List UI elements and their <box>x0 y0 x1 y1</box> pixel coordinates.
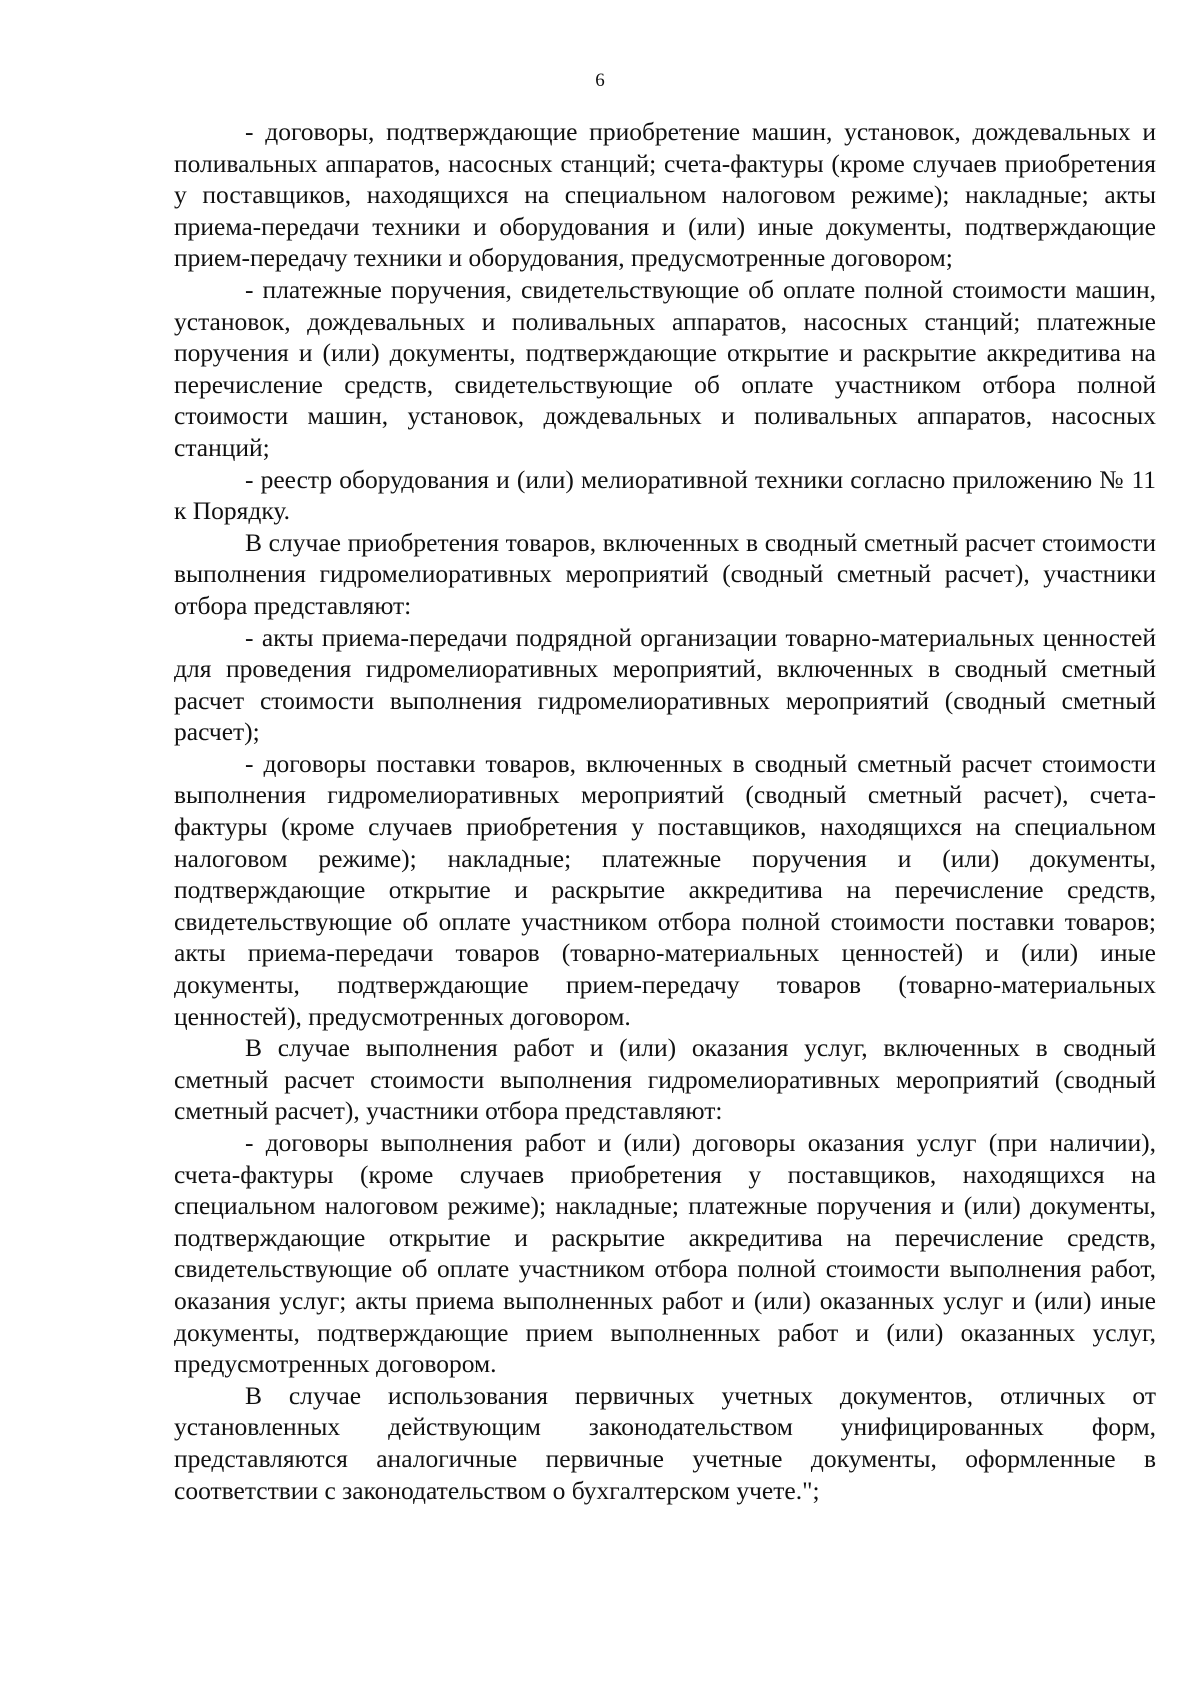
paragraph-transfer-acts: - акты приема-передачи подрядной организации товарно-материальных ценностей для проведения гидромелиоративных мероприятий, включенных в сводный сметный расчет стоимости выполнения гидромелиоративных мероприятий (сводный сметный расчет); <box>174 622 1156 747</box>
paragraph-works-services-intro: В случае выполнения работ и (или) оказания услуг, включенных в сводный сметный расчет стоимости выполнения гидромелиоративных мероприятий (сводный сметный расчет), участники отбора представляют: <box>174 1033 1156 1126</box>
paragraph-contracts-machines: - договоры, подтверждающие приобретение машин, установок, дождевальных и поливальных аппаратов, насосных станций; счета-фактуры (кроме случаев приобретения у поставщиков, находящихся на специальном налоговом режиме); накладные; акты приема-передачи техники и оборудования и (или) иные документы, подтверждающие прием-передачу техники и оборудования, предусмотренные договором; <box>174 117 1156 273</box>
paragraph-equipment-register: - реестр оборудования и (или) мелиоративной техники согласно приложению № 11 к Порядку. <box>174 464 1156 526</box>
document-body <box>174 116 1156 1506</box>
paragraph-supply-contracts: - договоры поставки товаров, включенных в сводный сметный расчет стоимости выполнения гидромелиоративных мероприятий (сводный сметный расчет), счета-фактуры (кроме случаев приобретения у поставщиков, находящихся на специальном налоговом режиме); накладные; платежные поручения и (или) документы, подтверждающие открытие и раскрытие аккредитива на перечисление средств, свидетельствующие об оплате участником отбора полной стоимости поставки товаров; акты приема-передачи товаров (товарно-материальных ценностей) и (или) иные документы, подтверждающие прием-передачу товаров (товарно-материальных ценностей), предусмотренных договором. <box>174 748 1156 1031</box>
paragraph-primary-documents: В случае использования первичных учетных документов, отличных от установленных действующим законодательством унифицированных форм, представляются аналогичные первичные учетные документы, оформленные в соответствии с законодательством о бухгалтерском учете."; <box>174 1380 1156 1505</box>
paragraph-goods-purchase-intro: В случае приобретения товаров, включенных в сводный сметный расчет стоимости выполнения гидромелиоративных мероприятий (сводный сметный расчет), участники отбора представляют: <box>174 527 1156 620</box>
paragraph-payment-orders: - платежные поручения, свидетельствующие об оплате полной стоимости машин, установок, дождевальных и поливальных аппаратов, насосных станций; платежные поручения и (или) документы, подтверждающие открытие и раскрытие аккредитива на перечисление средств, свидетельствующие об оплате участником отбора полной стоимости машин, установок, дождевальных и поливальных аппаратов, насосных станций; <box>174 274 1156 462</box>
page-number: 6 <box>595 70 605 91</box>
paragraph-works-contracts: - договоры выполнения работ и (или) договоры оказания услуг (при наличии), счета-фактуры (кроме случаев приобретения у поставщиков, находящихся на специальном налоговом режиме); накладные; платежные поручения и (или) документы, подтверждающие открытие и раскрытие аккредитива на перечисление средств, свидетельствующие об оплате участником отбора полной стоимости выполнения работ, оказания услуг; акты приема выполненных работ и (или) оказанных услуг и (или) иные документы, подтверждающие прием выполненных работ и (или) оказанных услуг, предусмотренных договором. <box>174 1128 1156 1379</box>
